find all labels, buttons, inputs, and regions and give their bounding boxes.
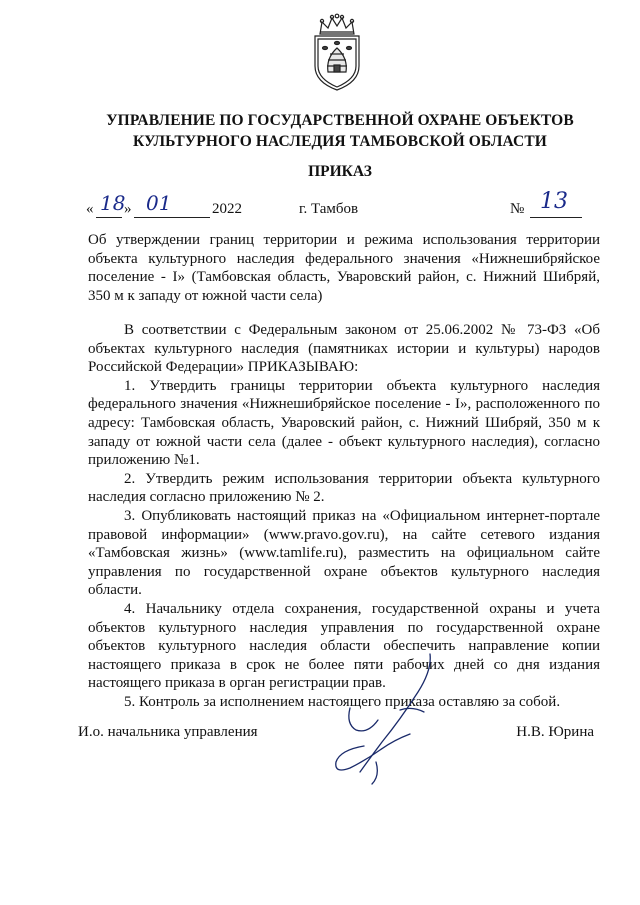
document-type: ПРИКАЗ bbox=[308, 163, 372, 180]
handwritten-signature bbox=[320, 650, 470, 790]
month-underline bbox=[134, 217, 210, 218]
organization-name-line1: УПРАВЛЕНИЕ ПО ГОСУДАРСТВЕННОЙ ОХРАНЕ ОБЪЕКТОВ bbox=[106, 112, 574, 129]
organization-name-line2: КУЛЬТУРНОГО НАСЛЕДИЯ ТАМБОВСКОЙ ОБЛАСТИ bbox=[133, 133, 547, 150]
preamble-paragraph: В соответствии с Федеральным законом от 25.06.2002 № 73-ФЗ «Об объектах культурного наследия (памятниках истории и культуры) народов Российской Федерации» ПРИКАЗЫВАЮ: bbox=[88, 322, 600, 376]
date-year: 2022 bbox=[212, 201, 242, 217]
order-item-3: 3. Опубликовать настоящий приказ на «Официальном интернет-портале правовой информации» (www.pravo.gov.ru), на сайте сетевого издания «Тамбовская жизнь» (www.tamlife.ru), разместить на официальном сайте управления по государственной охране объектов культурного наследия области. bbox=[88, 507, 600, 599]
organization-name bbox=[60, 110, 620, 152]
order-item-2: 2. Утвердить режим использования территории объекта культурного наследия согласно приложению № 2. bbox=[88, 470, 600, 506]
document-subject: Об утверждении границ территории и режима использования территории объекта культурного наследия федерального значения «Нижнешибряйское поселение - I» (Тамбовская область, Уваровский район, с. Нижний Шибряй, 350 м к западу от южной части села) bbox=[88, 232, 600, 304]
coat-of-arms-icon bbox=[308, 12, 366, 92]
date-quote-close: » bbox=[124, 201, 132, 217]
number-underline bbox=[530, 217, 582, 218]
date-month: 01 bbox=[146, 191, 172, 215]
day-underline bbox=[96, 217, 122, 218]
signatory-name: Н.В. Юрина bbox=[516, 724, 594, 740]
order-item-4: 4. Начальнику отдела сохранения, государственной охраны и учета объектов культурного наследия управления по государственной охране объектов культурного наследия области обеспечить направление копии настоящего приказа в срок не более пяти рабочих дней со дня издания настоящего приказа в орган регистрации прав. bbox=[88, 600, 600, 692]
number-label: № bbox=[510, 201, 525, 217]
order-item-5: 5. Контроль за исполнением настоящего приказа оставляю за собой. bbox=[124, 693, 561, 710]
document-number: 13 bbox=[540, 189, 568, 214]
date-day: 18 bbox=[100, 191, 126, 215]
document-meta bbox=[0, 189, 640, 221]
date-quote-open: « bbox=[86, 201, 94, 217]
order-item-1: 1. Утвердить границы территории объекта культурного наследия федерального значения «Нижнешибряйское поселение - I», расположенного по адресу: Тамбовская область, Уваровский район, с. Нижний Шибряй, 350 м к западу от южной части села (далее - объект культурного наследия), согласно приложению №1. bbox=[88, 377, 600, 469]
signatory-title: И.о. начальника управления bbox=[78, 724, 258, 740]
document-city: г. Тамбов bbox=[299, 201, 359, 217]
